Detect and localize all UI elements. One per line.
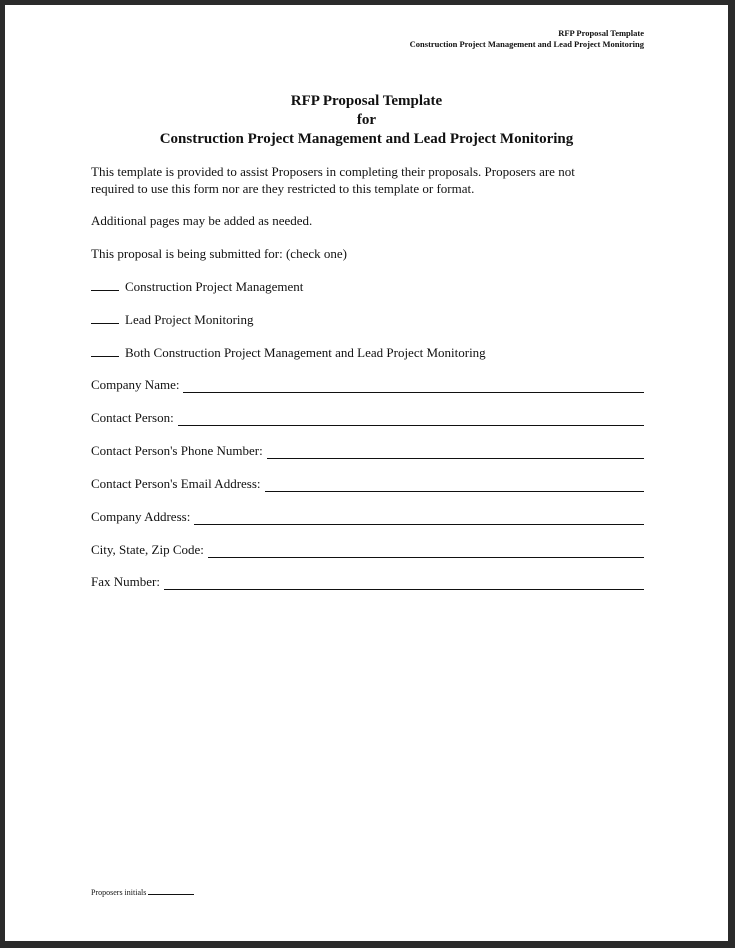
city-state-zip-input-line[interactable] bbox=[208, 542, 644, 558]
field-label: Company Address: bbox=[91, 509, 191, 524]
running-header-subtitle: Construction Project Management and Lead Project Monitoring bbox=[409, 39, 644, 49]
option-construction-management[interactable] bbox=[91, 278, 303, 295]
running-header bbox=[410, 28, 644, 50]
title-line-2: for bbox=[356, 112, 377, 128]
company-address-input-line[interactable] bbox=[194, 509, 644, 525]
contact-person-input-line[interactable] bbox=[178, 410, 644, 426]
checkbox-blank[interactable] bbox=[91, 278, 119, 291]
option-lead-monitoring[interactable] bbox=[91, 311, 254, 328]
city-state-zip-field bbox=[91, 540, 644, 558]
initials-label: Proposers initials bbox=[91, 888, 147, 897]
fax-number-field bbox=[91, 572, 644, 590]
initials-blank[interactable] bbox=[148, 887, 194, 895]
additional-pages-note: Additional pages may be added as needed. bbox=[91, 213, 313, 228]
email-address-field bbox=[91, 474, 644, 492]
field-label: Company Name: bbox=[91, 377, 180, 392]
contact-person-field bbox=[91, 408, 644, 426]
field-label: City, State, Zip Code: bbox=[91, 542, 204, 557]
field-label: Fax Number: bbox=[91, 574, 160, 589]
fax-number-input-line[interactable] bbox=[164, 574, 644, 590]
option-both[interactable] bbox=[91, 344, 486, 361]
company-name-input-line[interactable] bbox=[183, 377, 644, 393]
phone-number-field bbox=[91, 441, 644, 459]
title-line-3: Construction Project Management and Lead Project Monitoring bbox=[159, 131, 574, 147]
running-header-title: RFP Proposal Template bbox=[558, 28, 644, 38]
title-line-1: RFP Proposal Template bbox=[290, 93, 443, 109]
company-name-field bbox=[91, 375, 644, 393]
option-label: Both Construction Project Management and Lead Project Monitoring bbox=[125, 345, 486, 360]
option-label: Lead Project Monitoring bbox=[125, 312, 254, 327]
proposers-initials bbox=[91, 887, 194, 898]
company-address-field bbox=[91, 507, 644, 525]
checkbox-blank[interactable] bbox=[91, 344, 119, 357]
intro-line-2: required to use this form nor are they restricted to this template or format. bbox=[91, 181, 475, 196]
submitted-for-prompt: This proposal is being submitted for: (check one) bbox=[91, 246, 347, 261]
email-address-input-line[interactable] bbox=[265, 476, 644, 492]
phone-number-input-line[interactable] bbox=[267, 443, 644, 459]
document-title bbox=[5, 92, 728, 149]
field-label: Contact Person: bbox=[91, 410, 174, 425]
checkbox-blank[interactable] bbox=[91, 311, 119, 324]
document-page bbox=[5, 5, 728, 941]
intro-paragraph bbox=[91, 163, 651, 197]
option-label: Construction Project Management bbox=[125, 279, 304, 294]
field-label: Contact Person's Phone Number: bbox=[91, 443, 263, 458]
field-label: Contact Person's Email Address: bbox=[91, 476, 261, 491]
intro-line-1: This template is provided to assist Proposers in completing their proposals. Proposers are not bbox=[91, 164, 575, 179]
